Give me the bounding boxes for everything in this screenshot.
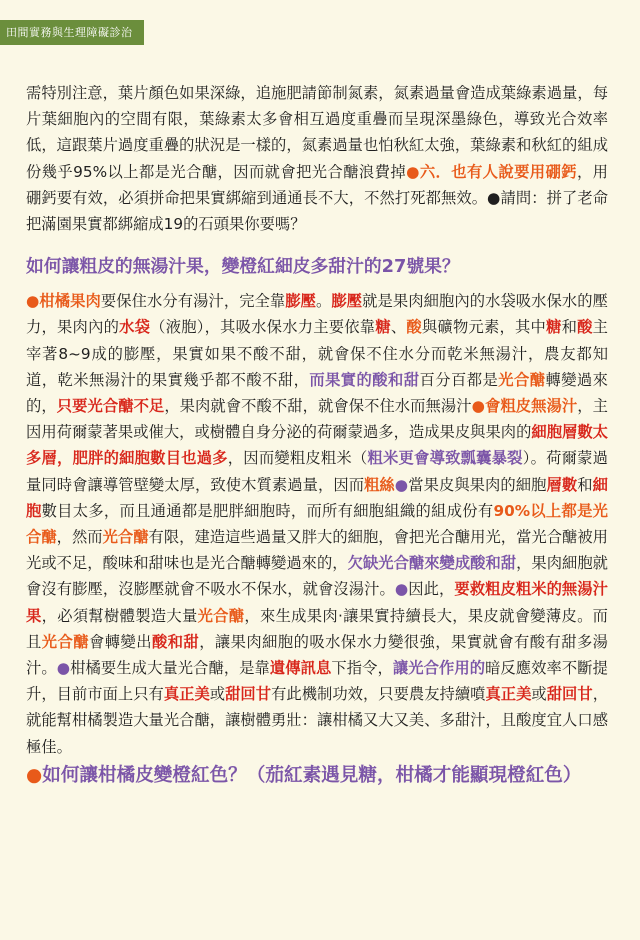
text: 因此， xyxy=(408,580,455,599)
text: 要保住水分有湯汁，完全靠 xyxy=(100,292,286,311)
text: 會轉變出 xyxy=(88,632,152,651)
text: 轉變過來的， xyxy=(26,370,608,416)
keyword: 光合醣 xyxy=(498,370,546,389)
text: 百分百都是 xyxy=(419,370,499,389)
keyword: 而果實的酸和甜 xyxy=(309,370,420,389)
keyword: 只要光合醣不足 xyxy=(56,397,165,416)
text: ，就能幫柑橘製造大量光合醣，讓樹體勇壯：讓柑橘又大又美、多甜汁，且酸度宜人口感極佳。 xyxy=(26,685,608,756)
bullet-icon: ● xyxy=(406,162,420,181)
section-heading-2 xyxy=(26,762,608,789)
text: ，用硼鈣要有效，必須拼命把果實綁縮到通通長不大，不然打死都無效。●請問：拼了老命把滿園果實都綁縮成19的石頭果你要嗎？ xyxy=(26,162,608,234)
text: ，因而變粗皮粗米（ xyxy=(227,449,368,468)
keyword: 層數 xyxy=(546,475,578,494)
paragraph-2 xyxy=(26,288,608,760)
keyword: 細胞 xyxy=(26,475,608,520)
keyword: 讓光合作用的 xyxy=(392,659,486,678)
keyword: 糖 xyxy=(375,318,391,337)
keyword: 膨壓 xyxy=(331,292,363,311)
keyword: 真正美 xyxy=(485,685,532,704)
bullet-icon: ● xyxy=(56,659,71,678)
text: 與礦物元素，其中 xyxy=(421,318,547,337)
text: 有此機制功效，只要農友持續噴 xyxy=(271,685,486,704)
text: ，果肉細胞就會沒有膨壓，沒膨壓就會不吸水不保水，就會沒湯汁。 xyxy=(26,554,608,599)
text: 。 xyxy=(316,292,332,311)
text: 或 xyxy=(531,685,547,704)
text: 有限，建造這些過量又胖大的細胞，會把光合醣用光，當光合醣被用光或不足，酸味和甜味也是光合醣轉變過來的， xyxy=(26,528,608,573)
keyword: 光合醣 xyxy=(102,528,149,547)
paragraph-1 xyxy=(26,80,608,237)
text: ，來生成果肉‧讓果實持續長大，果皮就會變薄皮。而且 xyxy=(26,606,608,651)
keyword: 細胞層數太多層，肥胖的細胞數目也過多 xyxy=(26,423,608,468)
section-tag: 田間實務與生理障礙診治 xyxy=(0,20,144,45)
keyword: 光合醣 xyxy=(41,632,89,651)
text: ，讓果肉細胞的吸水保水力變很強，果實就會有酸有甜多湯汁。 xyxy=(26,632,608,678)
heading-text: 如何讓柑橘皮變橙紅色？ xyxy=(42,764,247,786)
keyword: 膨壓 xyxy=(285,292,317,311)
lead-label: ●柑橘果肉 xyxy=(26,292,101,311)
keyword: 真正美 xyxy=(163,685,210,704)
article-body xyxy=(26,80,608,789)
text: 當果皮與果肉的細胞 xyxy=(408,475,547,494)
bullet-icon: ● xyxy=(394,475,409,494)
heading-subtitle: （茄紅素遇見糖，柑橘才能顯現橙紅色） xyxy=(246,764,582,786)
text: ）。荷爾蒙過量同時會讓導管壁變太厚，致使木質素過量，因而 xyxy=(26,449,608,494)
keyword: 酸 xyxy=(406,318,422,337)
text: 和 xyxy=(561,318,578,337)
keyword: 糖 xyxy=(546,318,562,337)
keyword: 粗絲 xyxy=(364,475,395,494)
keyword: 酸 xyxy=(577,318,593,337)
keyword: 粗米更會導致瓢囊暴裂 xyxy=(367,449,523,468)
text: 下指令， xyxy=(331,659,393,678)
keyword: 遺傳訊息 xyxy=(269,659,332,678)
keyword: 甜回甘 xyxy=(546,685,593,704)
text: 就是果肉細胞內的水袋吸水保水的壓力，果肉內的 xyxy=(26,292,608,337)
text: 需特別注意，葉片顏色如果深綠，追施肥請節制氮素，氮素過量會造成葉綠素過量，每片葉細胞內的空間有限，葉綠素太多會相互過度重疊而呈現深墨綠色，導致光合效率低，這跟葉片過度重疊的狀況是一樣的，氮素過量也怕秋紅太強，葉綠素和秋紅的組成份幾乎95%以上都是光合醣，因而就會把光合醣浪費掉 xyxy=(26,84,608,181)
section-heading: 如何讓粗皮的無湯汁果，變橙紅細皮多甜汁的27號果？ xyxy=(26,256,460,278)
text: （液胞），其吸水保水力主要依靠 xyxy=(150,318,376,337)
keyword: 會粗皮無湯汁 xyxy=(485,397,578,416)
text: 和 xyxy=(577,475,593,494)
text: 柑橘要生成大量光合醣，是靠 xyxy=(70,659,270,678)
header-bar xyxy=(0,0,640,62)
keyword: 酸和甜 xyxy=(151,632,200,651)
text: ，果肉就會不酸不甜，就會保不住水而無湯汁 xyxy=(164,397,472,416)
keyword: 90%以上都是光合醣 xyxy=(26,501,608,547)
keyword: 光合醣 xyxy=(197,606,245,625)
text: ，必須幫樹體製造大量 xyxy=(41,606,198,625)
text: 暗反應效率不斷提升，目前市面上只有 xyxy=(26,659,608,704)
bullet-icon: ● xyxy=(26,764,43,786)
keyword: 甜回甘 xyxy=(225,685,272,704)
keyword: 欠缺光合醣來變成酸和甜 xyxy=(347,554,517,573)
bullet-icon: ● xyxy=(394,580,409,599)
text: 或 xyxy=(209,685,226,704)
text: 主宰著8~9成的膨壓，果實如果不酸不甜，就會保不住水分而乾米無湯汁，農友都知道，乾米無湯汁的果實幾乎都不酸不甜， xyxy=(26,318,608,389)
highlight-text: 六．也有人說要用硼鈣 xyxy=(419,162,577,181)
keyword: 水袋 xyxy=(119,318,151,337)
bullet-icon: ● xyxy=(471,397,486,416)
text: ，主因用荷爾蒙著果或催大，或樹體自身分泌的荷爾蒙過多，造成果皮與果肉的 xyxy=(26,397,608,442)
text: 、 xyxy=(390,318,407,337)
keyword: 要救粗皮粗米的無湯汁果 xyxy=(26,580,608,625)
text: ，然而 xyxy=(56,528,103,547)
text: 數目太多，而且通通都是肥胖細胞時，而所有細胞組織的組成份有 xyxy=(41,501,494,520)
